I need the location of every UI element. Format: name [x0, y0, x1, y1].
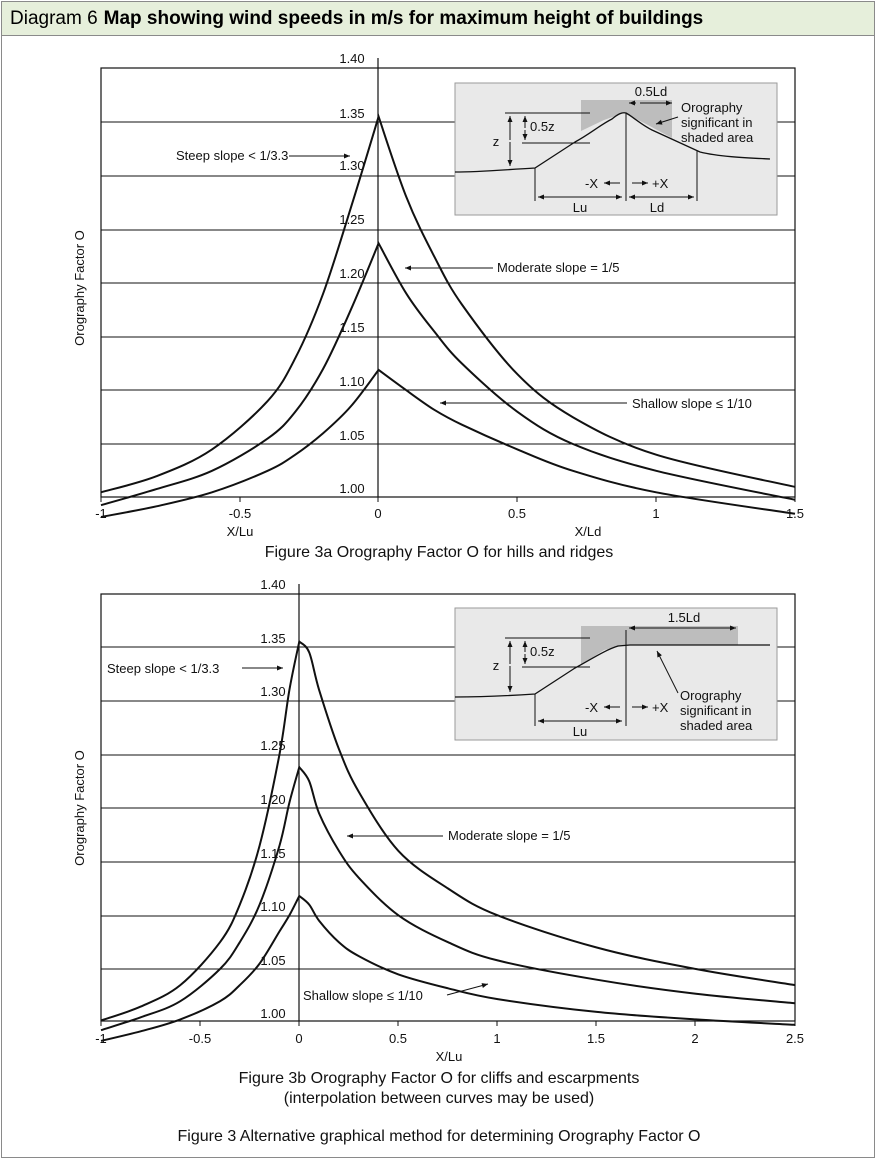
inset-label-shaded-area: shaded area	[680, 718, 753, 733]
x-tick-label: 0	[295, 1031, 303, 1046]
y-tick-label: 1.40	[339, 51, 365, 66]
x-tick-label: 0	[374, 506, 382, 521]
inset-label-half-z: 0.5z	[530, 119, 555, 134]
diagram-number: Diagram 6	[10, 8, 98, 29]
y-tick-label: 1.35	[339, 106, 365, 121]
y-tick-label: 1.05	[260, 953, 286, 968]
figure-3b-subcaption: (interpolation between curves may be used)	[283, 1090, 595, 1107]
figure-3b-chart	[72, 577, 804, 1064]
figure-3a-chart	[72, 51, 804, 539]
x-tick-label: 0.5	[388, 1031, 408, 1046]
x-tick-label: -0.5	[188, 1031, 212, 1046]
inset-label-lu: Lu	[572, 200, 588, 215]
inset-label-significant: significant in	[680, 703, 752, 718]
inset-label-shaded-area: shaded area	[681, 130, 754, 145]
callout-arrow-2-head	[440, 401, 446, 406]
x-tick-label: 2.5	[785, 1031, 805, 1046]
x-tick-label: 1.5	[586, 1031, 606, 1046]
x-tick-label: 1	[493, 1031, 501, 1046]
callout-arrow-1-head	[347, 834, 353, 839]
series-callout-label-steep: Steep slope < 1/3.3	[176, 148, 289, 163]
inset-label-plus-x: +X	[652, 176, 669, 191]
y-tick-label: 1.20	[260, 792, 286, 807]
inset-label-minus-x: -X	[585, 176, 598, 191]
inset-label-ld: Ld	[649, 200, 665, 215]
inset-label-one-half-ld: 1.5Ld	[667, 610, 701, 625]
series-line-shallow	[101, 370, 795, 517]
y-tick-label: 1.35	[260, 631, 286, 646]
y-tick-label: 1.40	[260, 577, 286, 592]
inset-label-lu: Lu	[572, 724, 588, 739]
y-tick-label: 1.30	[260, 684, 286, 699]
y-axis-label: Orography Factor O	[72, 750, 87, 866]
inset-label-minus-x: -X	[585, 700, 598, 715]
figure-3b-caption: Figure 3b Orography Factor O for cliffs and escarpments	[238, 1070, 640, 1087]
x-tick-label: 1	[652, 506, 660, 521]
inset-label-z: z	[492, 134, 500, 149]
y-tick-label: 1.20	[339, 266, 365, 281]
series-line-moderate	[101, 767, 795, 1030]
series-callout-label-moderate: Moderate slope = 1/5	[448, 828, 571, 843]
series-callout-label-moderate: Moderate slope = 1/5	[497, 260, 620, 275]
y-tick-label: 1.10	[339, 374, 365, 389]
callout-arrow-0-head	[277, 666, 283, 671]
y-tick-label: 1.10	[260, 899, 286, 914]
x-tick-label: 1.5	[785, 506, 805, 521]
series-callout-label-shallow: Shallow slope ≤ 1/10	[303, 988, 423, 1003]
diagram-title: Map showing wind speeds in m/s for maximum height of buildings	[103, 8, 704, 29]
inset-label-half-z: 0.5z	[530, 644, 555, 659]
inset-label-plus-x: +X	[652, 700, 669, 715]
series-callout-label-shallow: Shallow slope ≤ 1/10	[632, 396, 752, 411]
figure-3a-caption: Figure 3a Orography Factor O for hills and ridges	[264, 544, 614, 561]
inset-label-orography: Orography	[680, 688, 742, 703]
figure-3-caption: Figure 3 Alternative graphical method for determining Orography Factor O	[177, 1128, 701, 1145]
y-axis-label: Orography Factor O	[72, 230, 87, 346]
y-tick-label: 1.00	[260, 1006, 286, 1021]
x-axis-label: X/Lu	[226, 524, 254, 539]
x-axis-label: X/Ld	[574, 524, 602, 539]
x-tick-label: 0.5	[507, 506, 527, 521]
series-callout-label-steep: Steep slope < 1/3.3	[107, 661, 220, 676]
y-tick-label: 1.30	[339, 158, 365, 173]
x-tick-label: -0.5	[228, 506, 252, 521]
y-tick-label: 1.25	[339, 212, 365, 227]
inset-label-z: z	[492, 658, 500, 673]
inset-label-significant: significant in	[681, 115, 753, 130]
inset-label-orography: Orography	[681, 100, 743, 115]
y-tick-label: 1.15	[260, 846, 286, 861]
y-tick-label: 1.05	[339, 428, 365, 443]
x-tick-label: 2	[691, 1031, 699, 1046]
x-tick-label: -1	[95, 1031, 107, 1046]
inset-label-half-ld: 0.5Ld	[634, 84, 668, 99]
y-tick-label: 1.15	[339, 320, 365, 335]
y-tick-label: 1.00	[339, 481, 365, 496]
inset-diagram-b	[455, 608, 777, 740]
callout-arrow-1-head	[405, 266, 411, 271]
x-tick-label: -1	[95, 506, 107, 521]
inset-diagram-a	[455, 83, 777, 215]
y-tick-label: 1.25	[260, 738, 286, 753]
x-axis-label: X/Lu	[435, 1049, 463, 1064]
